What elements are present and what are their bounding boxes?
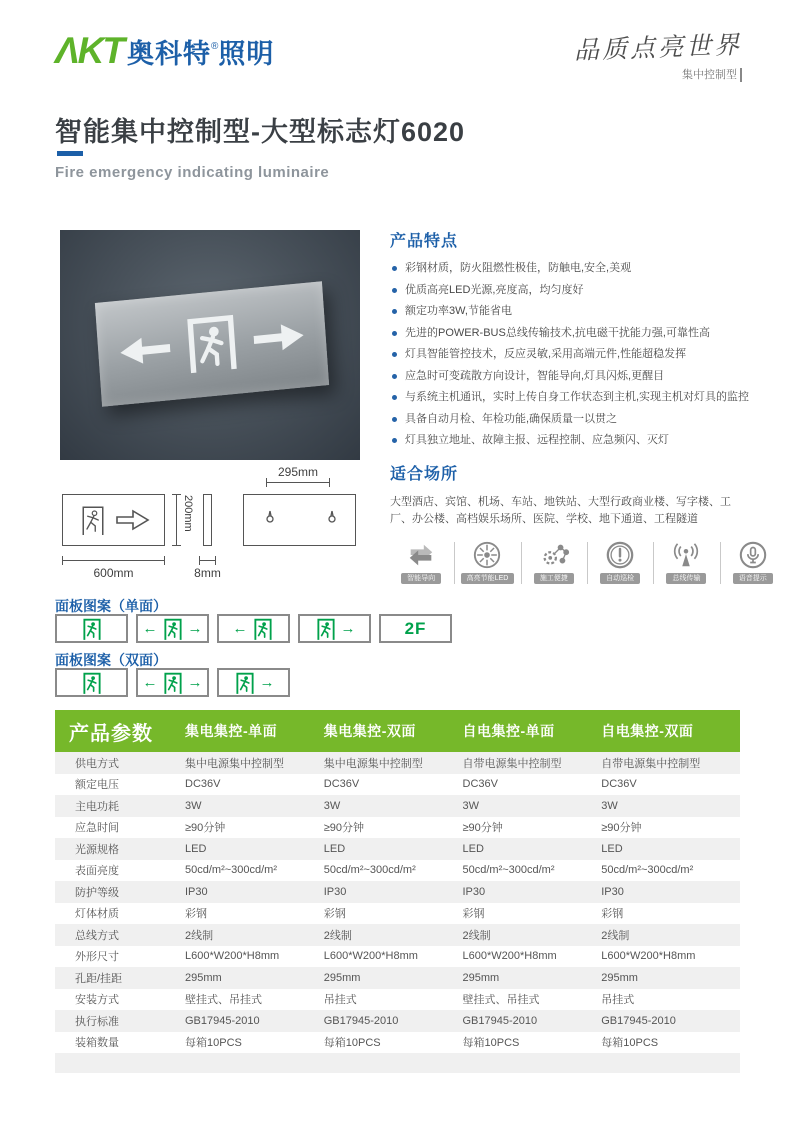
spec-row-label: 执行标准 <box>75 1015 119 1028</box>
header-slogan-block <box>574 28 742 83</box>
right-arrow-icon: → <box>187 620 203 637</box>
feature-icon-label: 施工便捷 <box>534 573 574 584</box>
spec-row-label: 防护等级 <box>75 886 119 899</box>
spec-cell-value: LED <box>185 842 207 855</box>
spec-table-row <box>55 946 740 968</box>
product-photo <box>60 230 360 460</box>
spec-cell-value: IP30 <box>601 885 624 898</box>
right-arrow-icon: → <box>259 674 275 691</box>
left-arrow-icon: ← <box>232 620 248 637</box>
company-logo <box>55 30 274 72</box>
spec-table-title: 产品参数 <box>69 722 153 745</box>
thickness-dim-line <box>199 560 216 561</box>
double-pattern-row <box>55 668 290 697</box>
feature-item: 灯具智能管控技术，反应灵敏,采用高端元件,性能超稳发挥 <box>390 348 782 361</box>
spec-cell-value: L600*W200*H8mm <box>323 950 418 963</box>
spec-cell-value: 2线制 <box>185 929 214 942</box>
spec-row-label: 灯体材质 <box>75 908 119 921</box>
logo-akt-mark: ΛKT <box>55 30 123 71</box>
height-dim-label: 200mm <box>182 495 194 532</box>
feature-icon-label: 自动巡检 <box>600 573 640 584</box>
logo-brand-text: 奥科特 <box>127 39 211 69</box>
feature-icon-label: 高亮节能LED <box>461 573 515 584</box>
spec-cell-value: LED <box>323 842 346 855</box>
spec-row-label: 额定电压 <box>75 779 119 792</box>
spec-column-header: 集电集控-双面 <box>323 723 416 739</box>
spec-table-row <box>55 903 740 925</box>
spec-cell-value: 295mm <box>323 971 361 984</box>
arrow-outline-icon <box>116 509 150 531</box>
spec-table-row <box>55 924 740 946</box>
spec-cell-value: ≥90分钟 <box>185 822 226 835</box>
spec-row-label: 安装方式 <box>75 994 119 1007</box>
spec-row-label: 总线方式 <box>75 929 119 942</box>
feature-item: 先进的POWER-BUS总线传输技术,抗电磁干扰能力强,可靠性高 <box>390 327 782 340</box>
spec-table-row <box>55 795 740 817</box>
keyhole-icon <box>326 509 338 525</box>
exit-man-icon <box>161 617 185 641</box>
spec-cell-value: DC36V <box>185 778 221 791</box>
left-arrow-icon: ← <box>142 674 158 691</box>
spec-table-header <box>55 710 740 752</box>
spec-cell-value: ≥90分钟 <box>323 822 365 835</box>
spec-table-row <box>55 967 740 989</box>
feature-icons-row <box>388 540 786 584</box>
spec-column-header: 自电集控-双面 <box>601 723 694 739</box>
exit-man-icon <box>80 671 104 695</box>
spec-cell-value: 彩钢 <box>323 908 346 921</box>
spec-table-row <box>55 838 740 860</box>
exit-man-icon <box>183 310 241 377</box>
applications-text: 大型酒店、宾馆、机场、车站、地铁站、大型行政商业楼、写字楼、工厂、办公楼、高档娱乐场所、医院、学校、地下通道、工程隧道 <box>390 496 731 525</box>
spec-cell-value: 壁挂式、吊挂式 <box>462 994 540 1007</box>
spec-cell-value: 壁挂式、吊挂式 <box>185 994 262 1007</box>
spec-table <box>55 710 740 1073</box>
applications-heading: 适合场所 <box>390 466 459 483</box>
left-arrow-icon <box>117 333 171 368</box>
hole-dim-line <box>266 482 330 483</box>
spec-row-label: 应急时间 <box>75 822 119 835</box>
spec-cell-value: 3W <box>185 799 202 812</box>
exit-man-outline-icon <box>78 502 108 538</box>
features-heading: 产品特点 <box>390 233 459 250</box>
exit-man-icon <box>314 617 338 641</box>
self-check-icon <box>603 540 637 570</box>
feature-icon-cell <box>388 540 454 584</box>
signal-icon <box>669 540 703 570</box>
spec-cell-value: GB17945-2010 <box>462 1014 538 1027</box>
spec-cell-value: 自带电源集中控制型 <box>601 757 701 770</box>
panel-pattern-box <box>298 614 371 643</box>
spec-cell-value: 彩钢 <box>185 908 207 921</box>
spec-cell-value: 3W <box>601 799 618 812</box>
exit-man-icon <box>233 671 257 695</box>
spec-cell-value: DC36V <box>323 778 360 791</box>
spec-cell-value: 50cd/m²~300cd/m² <box>601 864 694 877</box>
spec-cell-value: GB17945-2010 <box>185 1014 260 1027</box>
front-view-drawing <box>62 494 165 546</box>
spec-table-body <box>55 752 740 1053</box>
spec-cell-value: IP30 <box>323 885 347 898</box>
features-list <box>390 262 782 447</box>
feature-icon-cell <box>587 540 653 584</box>
feature-icon-label: 总线传输 <box>666 573 706 584</box>
spec-cell-value: 吊挂式 <box>601 994 635 1007</box>
spec-cell-value: 每箱10PCS <box>323 1037 381 1050</box>
spec-cell-value: 自带电源集中控制型 <box>462 757 562 770</box>
panel-pattern-box <box>217 668 290 697</box>
exit-man-icon <box>251 617 275 641</box>
spec-cell-value: GB17945-2010 <box>323 1014 399 1027</box>
led-icon <box>470 540 504 570</box>
thickness-dim-label: 8mm <box>194 566 221 580</box>
spec-cell-value: DC36V <box>462 778 498 791</box>
spec-cell-value: 3W <box>323 799 341 812</box>
spec-cell-value: 每箱10PCS <box>185 1037 242 1050</box>
hole-dim-label: 295mm <box>277 465 318 479</box>
brand-slogan: 品质点亮世界 <box>573 30 743 65</box>
spec-cell-value: 每箱10PCS <box>462 1037 520 1050</box>
right-arrow-icon <box>253 320 307 355</box>
spec-cell-value: L600*W200*H8mm <box>185 950 280 963</box>
spec-cell-value: LED <box>462 842 484 855</box>
spec-cell-value: 彩钢 <box>462 908 485 921</box>
panel-pattern-box <box>379 614 452 643</box>
spec-column-header: 自电集控-单面 <box>462 723 555 739</box>
spec-cell-value: L600*W200*H8mm <box>601 950 696 963</box>
spec-cell-value: 50cd/m²~300cd/m² <box>323 864 416 877</box>
spec-cell-value: ≥90分钟 <box>601 822 642 835</box>
spec-row-label: 孔距/挂距 <box>75 972 123 985</box>
spec-table-row <box>55 881 740 903</box>
voice-icon <box>736 540 770 570</box>
feature-icon-cell <box>653 540 719 584</box>
spec-cell-value: 吊挂式 <box>323 994 357 1007</box>
panel-pattern-box <box>136 668 209 697</box>
spec-row-label: 光源规格 <box>75 843 119 856</box>
feature-icon-cell <box>521 540 587 584</box>
spec-cell-value: 50cd/m²~300cd/m² <box>462 864 555 877</box>
panel-pattern-box <box>55 668 128 697</box>
title-accent-bar <box>57 151 83 156</box>
spec-row-label: 装箱数量 <box>75 1037 119 1050</box>
feature-item: 灯具独立地址、故障主报、远程控制、应急频闪、灭灯 <box>390 434 782 447</box>
spec-cell-value: 3W <box>462 799 479 812</box>
spec-cell-value: 集中电源集中控制型 <box>323 757 423 770</box>
spec-table-row <box>55 752 740 774</box>
spec-table-row <box>55 989 740 1011</box>
feature-item: 彩钢材质，防火阻燃性极佳，防触电,安全,美观 <box>390 262 782 275</box>
spec-cell-value: LED <box>601 842 623 855</box>
spec-table-row <box>55 860 740 882</box>
page-subtitle: Fire emergency indicating luminaire <box>55 164 330 181</box>
height-dim-line <box>176 494 177 546</box>
panel-pattern-box <box>55 614 128 643</box>
spec-cell-value: L600*W200*H8mm <box>462 950 557 963</box>
feature-item: 与系统主机通讯，实时上传自身工作状态到主机,实现主机对灯具的监控 <box>390 391 782 404</box>
logo-suffix-text: 照明 <box>218 39 275 69</box>
spec-row-label: 外形尺寸 <box>75 951 119 964</box>
feature-icon-label: 智能导向 <box>401 573 441 584</box>
feature-icon-label: 语音提示 <box>733 573 773 584</box>
feature-item: 优质高亮LED光源,亮度高，均匀度好 <box>390 284 782 297</box>
floor-label: 2F <box>404 618 427 638</box>
single-pattern-heading: 面板图案（单面） <box>55 598 167 614</box>
width-dim-label: 600mm <box>93 566 134 580</box>
spec-cell-value: 50cd/m²~300cd/m² <box>185 864 278 877</box>
smart-control-icon <box>537 540 571 570</box>
spec-cell-value: 295mm <box>601 971 638 984</box>
spec-cell-value: 2线制 <box>323 929 352 942</box>
panel-pattern-box <box>136 614 209 643</box>
back-view-drawing <box>243 494 356 546</box>
single-pattern-row <box>55 614 452 643</box>
panel-pattern-box <box>217 614 290 643</box>
exit-man-icon <box>80 617 104 641</box>
spec-table-row <box>55 774 740 796</box>
right-arrow-icon: → <box>187 674 203 691</box>
feature-item: 具备自动月检、年检功能,确保质量一以贯之 <box>390 413 782 426</box>
exit-sign-panel <box>95 281 329 407</box>
spec-cell-value: IP30 <box>462 885 486 898</box>
exit-man-icon <box>161 671 185 695</box>
spec-cell-value: 295mm <box>462 971 500 984</box>
feature-icon-cell <box>720 540 786 584</box>
spec-cell-value: GB17945-2010 <box>601 1014 676 1027</box>
spec-table-row <box>55 1010 740 1032</box>
spec-row-label: 供电方式 <box>75 757 119 770</box>
spec-table-footer-strip <box>55 1053 740 1073</box>
page-title: 智能集中控制型-大型标志灯6020 <box>55 117 466 147</box>
side-view-drawing <box>203 494 212 546</box>
spec-cell-value: 每箱10PCS <box>601 1037 659 1050</box>
spec-cell-value: 集中电源集中控制型 <box>185 757 284 770</box>
spec-cell-value: ≥90分钟 <box>462 822 503 835</box>
left-arrow-icon: ← <box>142 620 158 637</box>
spec-cell-value: 2线制 <box>601 929 630 942</box>
right-arrow-icon: → <box>340 620 356 637</box>
spec-table-row <box>55 817 740 839</box>
spec-cell-value: 295mm <box>185 971 222 984</box>
feature-item: 应急时可变疏散方向设计，智能导向,灯具闪烁,更醒目 <box>390 370 782 383</box>
spec-cell-value: 彩钢 <box>601 908 624 921</box>
feature-item: 额定功率3W,节能省电 <box>390 305 782 318</box>
spec-table-row <box>55 1032 740 1054</box>
double-pattern-heading: 面板图案（双面） <box>55 652 167 668</box>
features-section <box>390 228 782 528</box>
spec-cell-value: IP30 <box>185 885 208 898</box>
width-dim-line <box>62 560 165 561</box>
spec-column-header: 集电集控-单面 <box>185 723 278 739</box>
spec-row-label: 主电功耗 <box>75 800 119 813</box>
direction-swap-icon <box>404 540 438 570</box>
feature-icon-cell <box>454 540 520 584</box>
series-label: 集中控制型 <box>682 68 742 82</box>
spec-cell-value: 2线制 <box>462 929 491 942</box>
spec-row-label: 表面亮度 <box>75 865 119 878</box>
keyhole-icon <box>264 509 276 525</box>
registered-mark-icon: ® <box>211 41 219 52</box>
spec-cell-value: DC36V <box>601 778 637 791</box>
